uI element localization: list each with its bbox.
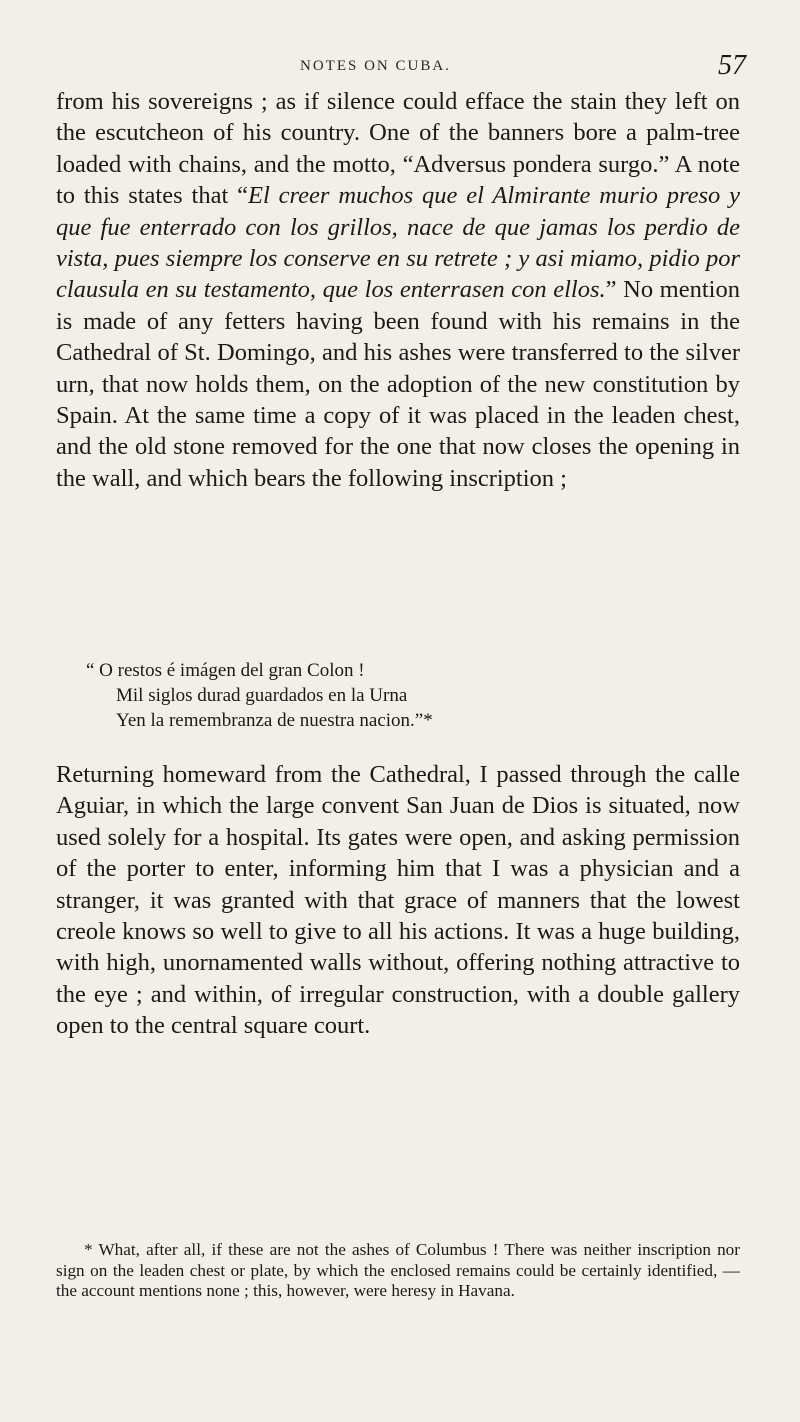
body-paragraph-1 — [56, 86, 740, 494]
paragraph-1-text-a: from his sovereigns ; as if silence could efface the stain they left on the escutcheon of his country. One of the banners bore a palm-tree loaded with chains, and the motto, “Adversus pondera surgo.” A note to this states that “ — [56, 88, 740, 210]
running-head: NOTES ON CUBA. — [300, 58, 451, 74]
page-number: 57 — [718, 50, 746, 81]
inscription-line-2: Mil siglos durad guardados en la Urna — [116, 685, 408, 706]
paragraph-1-text-b: ” No mention is made of any fetters having been found with his remains in the Cathedral of St. Domingo, and his ashes were transferred to the silver urn, that now holds them, on the adoption of the new constitution by Spain. At the same time a copy of it was placed in the leaden chest, and the old stone removed for the one that now closes the opening in the wall, and which bears the following inscription ; — [56, 276, 740, 492]
inscription-verse — [86, 658, 746, 733]
paragraph-2-text: Returning homeward from the Cathedral, I passed through the calle Aguiar, in which the large convent San Juan de Dios is situated, now used solely for a hospital. Its gates were open, and asking permission of the porter to enter, informing him that I was a physician and a stranger, it was granted with that grace of manners that the lowest creole knows so well to give to all his actions. It was a huge building, with high, unornamented walls without, offering nothing attractive to the eye ; and within, of irregular construction, with a double gallery open to the central square court. — [56, 761, 740, 1040]
body-paragraph-2 — [56, 759, 740, 1042]
inscription-line-3: Yen la remembranza de nuestra nacion.”* — [116, 710, 433, 731]
footnote-text: * What, after all, if these are not the ashes of Columbus ! There was neither inscription nor sign on the leaden chest or plate, by which the enclosed remains could be certainly identified, — the account mentions none ; this, however, were heresy in Havana. — [56, 1240, 740, 1301]
footnote — [56, 1240, 740, 1302]
inscription-line-1: “ O restos é imágen del gran Colon ! — [86, 660, 365, 681]
spanish-quote: El creer muchos que el Almirante murio preso y que fue enterrado con los grillos, nace de que jamas los perdio de vista, pues siempre los conserve en su retrete ; y asi miamo, pidio por clausula en su testamento, que los enterrasen con ellos. — [56, 182, 740, 304]
